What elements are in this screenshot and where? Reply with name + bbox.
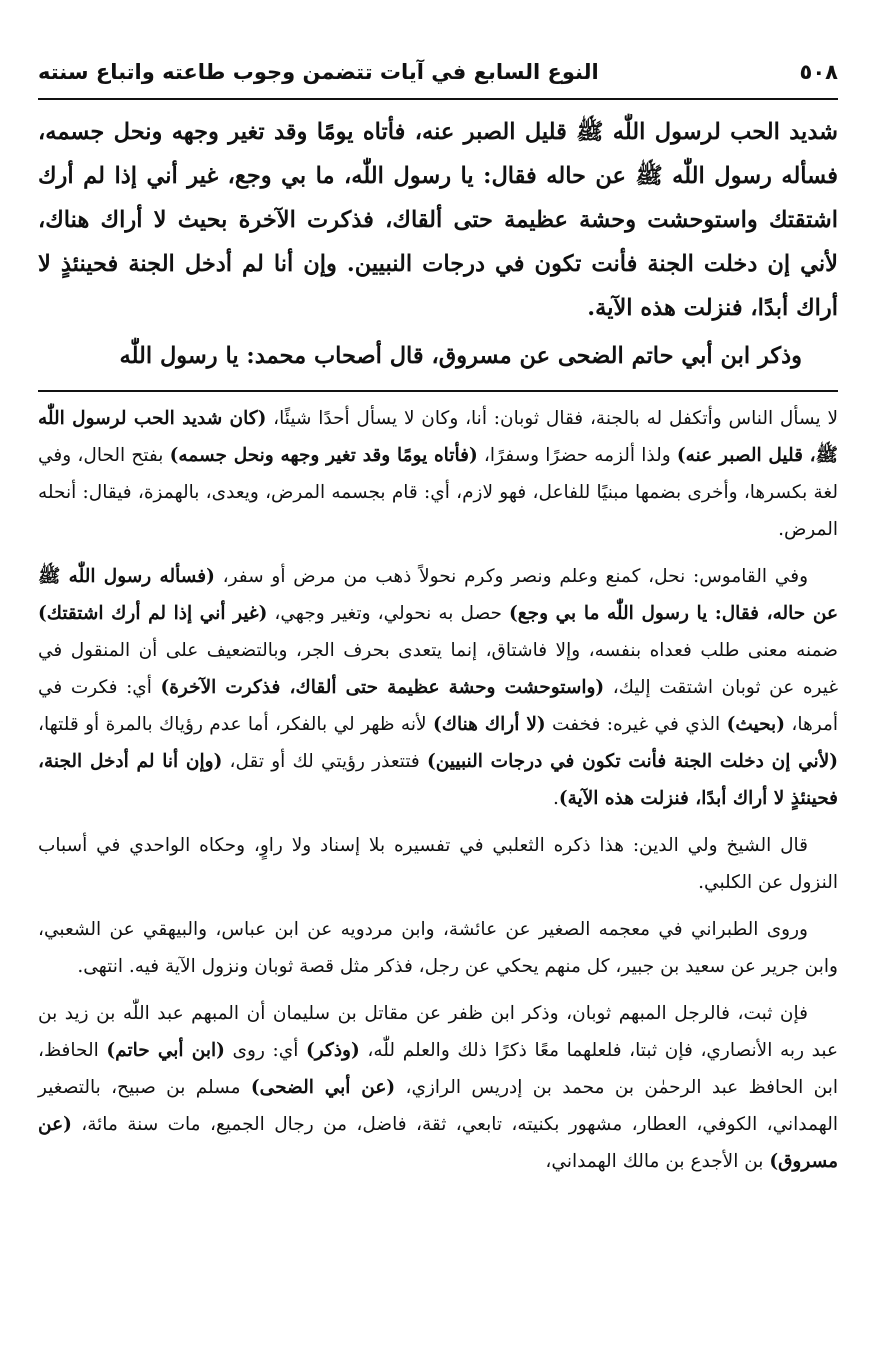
commentary-text: حصل به نحولي، وتغير وجهي، <box>267 603 510 624</box>
commentary-text: بن الأجدع بن مالك الهمداني، <box>545 1151 770 1172</box>
commentary-paragraph <box>38 911 838 985</box>
commentary-text: . <box>552 788 559 809</box>
commentary-text: فإن ثبت، فالرجل المبهم ثوبان، وذكر ابن ظفر عن مقاتل بن سليمان أن المبهم عبد اللّٰه بن زيد بن عبد ربه الأنصاري، فإن ثبتا، فلعلهما معًا ذكرًا ذلك والعلم للّٰه، <box>38 1003 838 1061</box>
quoted-text: (فسأله رسول اللّٰه ﷺ عن حاله، فقال: يا رسول اللّٰه ما بي وجع) <box>38 566 838 624</box>
commentary-paragraph <box>38 827 838 901</box>
commentary-text: لأنه ظهر لي بالفكر، أما عدم رؤياك بالمرة أو قلتها، <box>38 714 433 735</box>
commentary-text: ضمنه معنى طلب فعداه بنفسه، وإلا فاشتاق، إنما يتعدى بحرف الجر، وبالتضعيف على أن المنقول في غيره عن ثوبان اشتقت إليك، <box>38 640 838 698</box>
main-text-paragraph: شديد الحب لرسول اللّٰه ﷺ قليل الصبر عنه، فأتاه يومًا وقد تغير وجهه ونحل جسمه، فسأله رسول اللّٰه ﷺ عن حاله فقال: يا رسول اللّٰه، ما بي وجع، غير أني إذا لم أرك اشتقتك واستوحشت وحشة عظيمة حتى ألقاك، فذكرت الآخرة بحيث لا أراك هناك، لأني إن دخلت الجنة فأنت تكون في درجات النبيين. وإن أنا لم أدخل الجنة فحينئذٍ لا أراك أبدًا، فنزلت هذه الآية. <box>38 119 838 321</box>
commentary-paragraph <box>38 558 838 817</box>
quoted-text: (عن مسروق) <box>38 1114 838 1172</box>
main-text <box>38 110 838 378</box>
commentary-text: قال الشيخ ولي الدين: هذا ذكره الثعلبي في تفسيره بلا إسناد ولا راوٍ، وحكاه الواحدي في أسباب النزول عن الكلبي. <box>38 835 838 893</box>
commentary-text: لا يسأل الناس وأتكفل له بالجنة، فقال ثوبان: أنا، وكان لا يسأل أحدًا شيئًا، <box>266 408 838 429</box>
main-text-paragraph: وذكر ابن أبي حاتم الضحى عن مسروق، قال أصحاب محمد: يا رسول اللّٰه <box>119 343 802 369</box>
commentary-text: مسلم بن صبيح، بالتصغير الهمداني، الكوفي، العطار، مشهور بكنيته، تابعي، ثقة، فاضل، من رجال الجميع، مات سنة مائة، <box>38 1077 838 1135</box>
page-number: ٥٠٨ <box>799 60 838 84</box>
quoted-text: (لأني إن دخلت الجنة فأنت تكون في درجات النبيين) <box>426 751 838 772</box>
running-title: النوع السابع في آيات تتضمن وجوب طاعته واتباع سنته <box>38 60 599 84</box>
commentary-text: بفتح الحال، وفي لغة بكسرها، وأخرى بضمها مبنيًا للفاعل، فهو لازم، أي: قام بجسمه المرض، ويعدى، بالهمزة، فيقال: أنحله المرض. <box>38 445 838 540</box>
quoted-text: (واستوحشت وحشة عظيمة حتى ألقاك، فذكرت الآخرة) <box>160 677 605 698</box>
commentary-paragraph <box>38 400 838 548</box>
page <box>38 52 838 1190</box>
quoted-text: (وذكر) <box>306 1040 360 1061</box>
quoted-text: (وإن أنا لم أدخل الجنة، فحينئذٍ لا أراك أبدًا، فنزلت هذه الآية) <box>38 751 838 809</box>
commentary <box>38 400 838 1180</box>
commentary-text: أي: فكرت في أمرها، <box>38 677 838 735</box>
commentary-text: الذي في غيره: فخفت <box>545 714 727 735</box>
quoted-text: (بحيث) <box>726 714 785 735</box>
commentary-paragraph <box>38 995 838 1180</box>
quoted-text: (كان شديد الحب لرسول اللّٰه ﷺ، قليل الصبر عنه) <box>38 408 839 466</box>
commentary-text: ولذا ألزمه حضرًا وسفرًا، <box>477 445 677 466</box>
quoted-text: (عن أبي الضحى) <box>250 1077 396 1098</box>
footnote-divider <box>38 390 838 392</box>
quoted-text: (ابن أبي حاتم) <box>106 1040 225 1061</box>
page-header <box>38 52 838 92</box>
commentary-text: فتتعذر رؤيتي لك أو تقل، <box>222 751 427 772</box>
commentary-text: أي: روى <box>224 1040 307 1061</box>
quoted-text: (غير أني إذا لم أرك اشتقتك) <box>38 603 268 624</box>
quoted-text: (فأتاه يومًا وقد تغير وجهه ونحل جسمه) <box>169 445 478 466</box>
commentary-text: وفي القاموس: نحل، كمنع وعلم ونصر وكرم نحولاً ذهب من مرض أو سفر، <box>214 566 808 587</box>
commentary-text: وروى الطبراني في معجمه الصغير عن عائشة، وابن مردويه عن ابن عباس، والبيهقي عن الشعبي، وابن جرير عن سعيد بن جبير، كل منهم يحكي عن رجل، فذكر مثل قصة ثوبان ونزول الآية فيه. انتهى. <box>38 919 838 977</box>
quoted-text: (لا أراك هناك) <box>432 714 546 735</box>
header-rule <box>38 98 838 100</box>
commentary-text: الحافظ، ابن الحافظ عبد الرحمٰن بن محمد بن إدريس الرازي، <box>38 1040 838 1098</box>
